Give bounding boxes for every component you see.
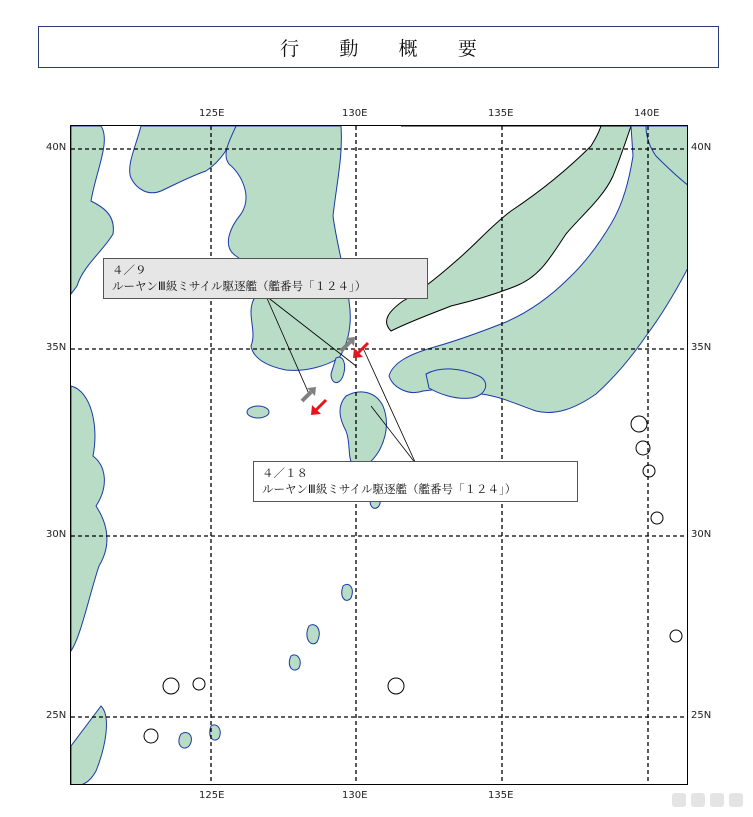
callout-april9-text: ルーヤンⅢ級ミサイル駆逐艦（艦番号「１２４」）: [112, 278, 367, 293]
lat-label-right-30: 30N: [691, 529, 712, 540]
lon-label-bottom-125: 125E: [199, 790, 225, 801]
land-china: [71, 126, 113, 651]
lon-label-top-135: 135E: [488, 108, 514, 119]
island-izu-1: [631, 416, 647, 432]
lon-label-bottom-135: 135E: [488, 790, 514, 801]
land-taiwan: [71, 706, 106, 785]
arrow-april9-north: [302, 392, 311, 401]
watermark-icon: [729, 793, 743, 807]
lat-label-right-25: 25N: [691, 710, 712, 721]
watermark-icon: [710, 793, 724, 807]
arrow-april18-south: [358, 343, 368, 353]
island-daito: [388, 678, 404, 694]
island-ryukyu-4: [289, 655, 300, 670]
callout-april18-text: ルーヤンⅢ級ミサイル駆逐艦（艦番号「１２４」）: [262, 481, 517, 496]
callout-april9-date: ４／９: [112, 263, 147, 277]
title-box: [38, 26, 719, 68]
lat-label-right-40: 40N: [691, 142, 712, 153]
watermark-icon: [691, 793, 705, 807]
lat-label-right-35: 35N: [691, 342, 712, 353]
island-izu-4: [651, 512, 663, 524]
watermark-icon: [672, 793, 686, 807]
island-izu-3: [643, 465, 655, 477]
watermark: [643, 791, 743, 809]
callout-april18: [253, 461, 578, 502]
lat-label-left-25: 25N: [46, 710, 67, 721]
graticule: [71, 126, 688, 785]
island-sakishima-b: [193, 678, 205, 690]
island-ryukyu-3: [307, 625, 319, 644]
land-jeju: [247, 406, 269, 418]
island-ryukyu-6: [179, 733, 192, 749]
lat-label-left-30: 30N: [46, 529, 67, 540]
land-kyushu: [340, 392, 387, 468]
arrow-april18-southwest: [316, 400, 326, 410]
island-sakishima-c: [144, 729, 158, 743]
callout-april9: [103, 258, 428, 299]
island-sakishima-a: [163, 678, 179, 694]
lon-label-top-130: 130E: [342, 108, 368, 119]
callout-april18-date: ４／１８: [262, 466, 308, 480]
lon-label-top-125: 125E: [199, 108, 225, 119]
map-canvas: [71, 126, 688, 785]
land-liaodong: [130, 126, 236, 193]
lat-label-left-35: 35N: [46, 342, 67, 353]
page-title: 行 動 概 要: [280, 37, 494, 60]
island-izu-5: [670, 630, 682, 642]
island-ryukyu-2: [342, 584, 352, 600]
land-korea: [226, 126, 350, 370]
lon-label-top-140: 140E: [634, 108, 660, 119]
map-frame: [70, 125, 688, 785]
lat-label-left-40: 40N: [46, 142, 67, 153]
lon-label-bottom-130: 130E: [342, 790, 368, 801]
